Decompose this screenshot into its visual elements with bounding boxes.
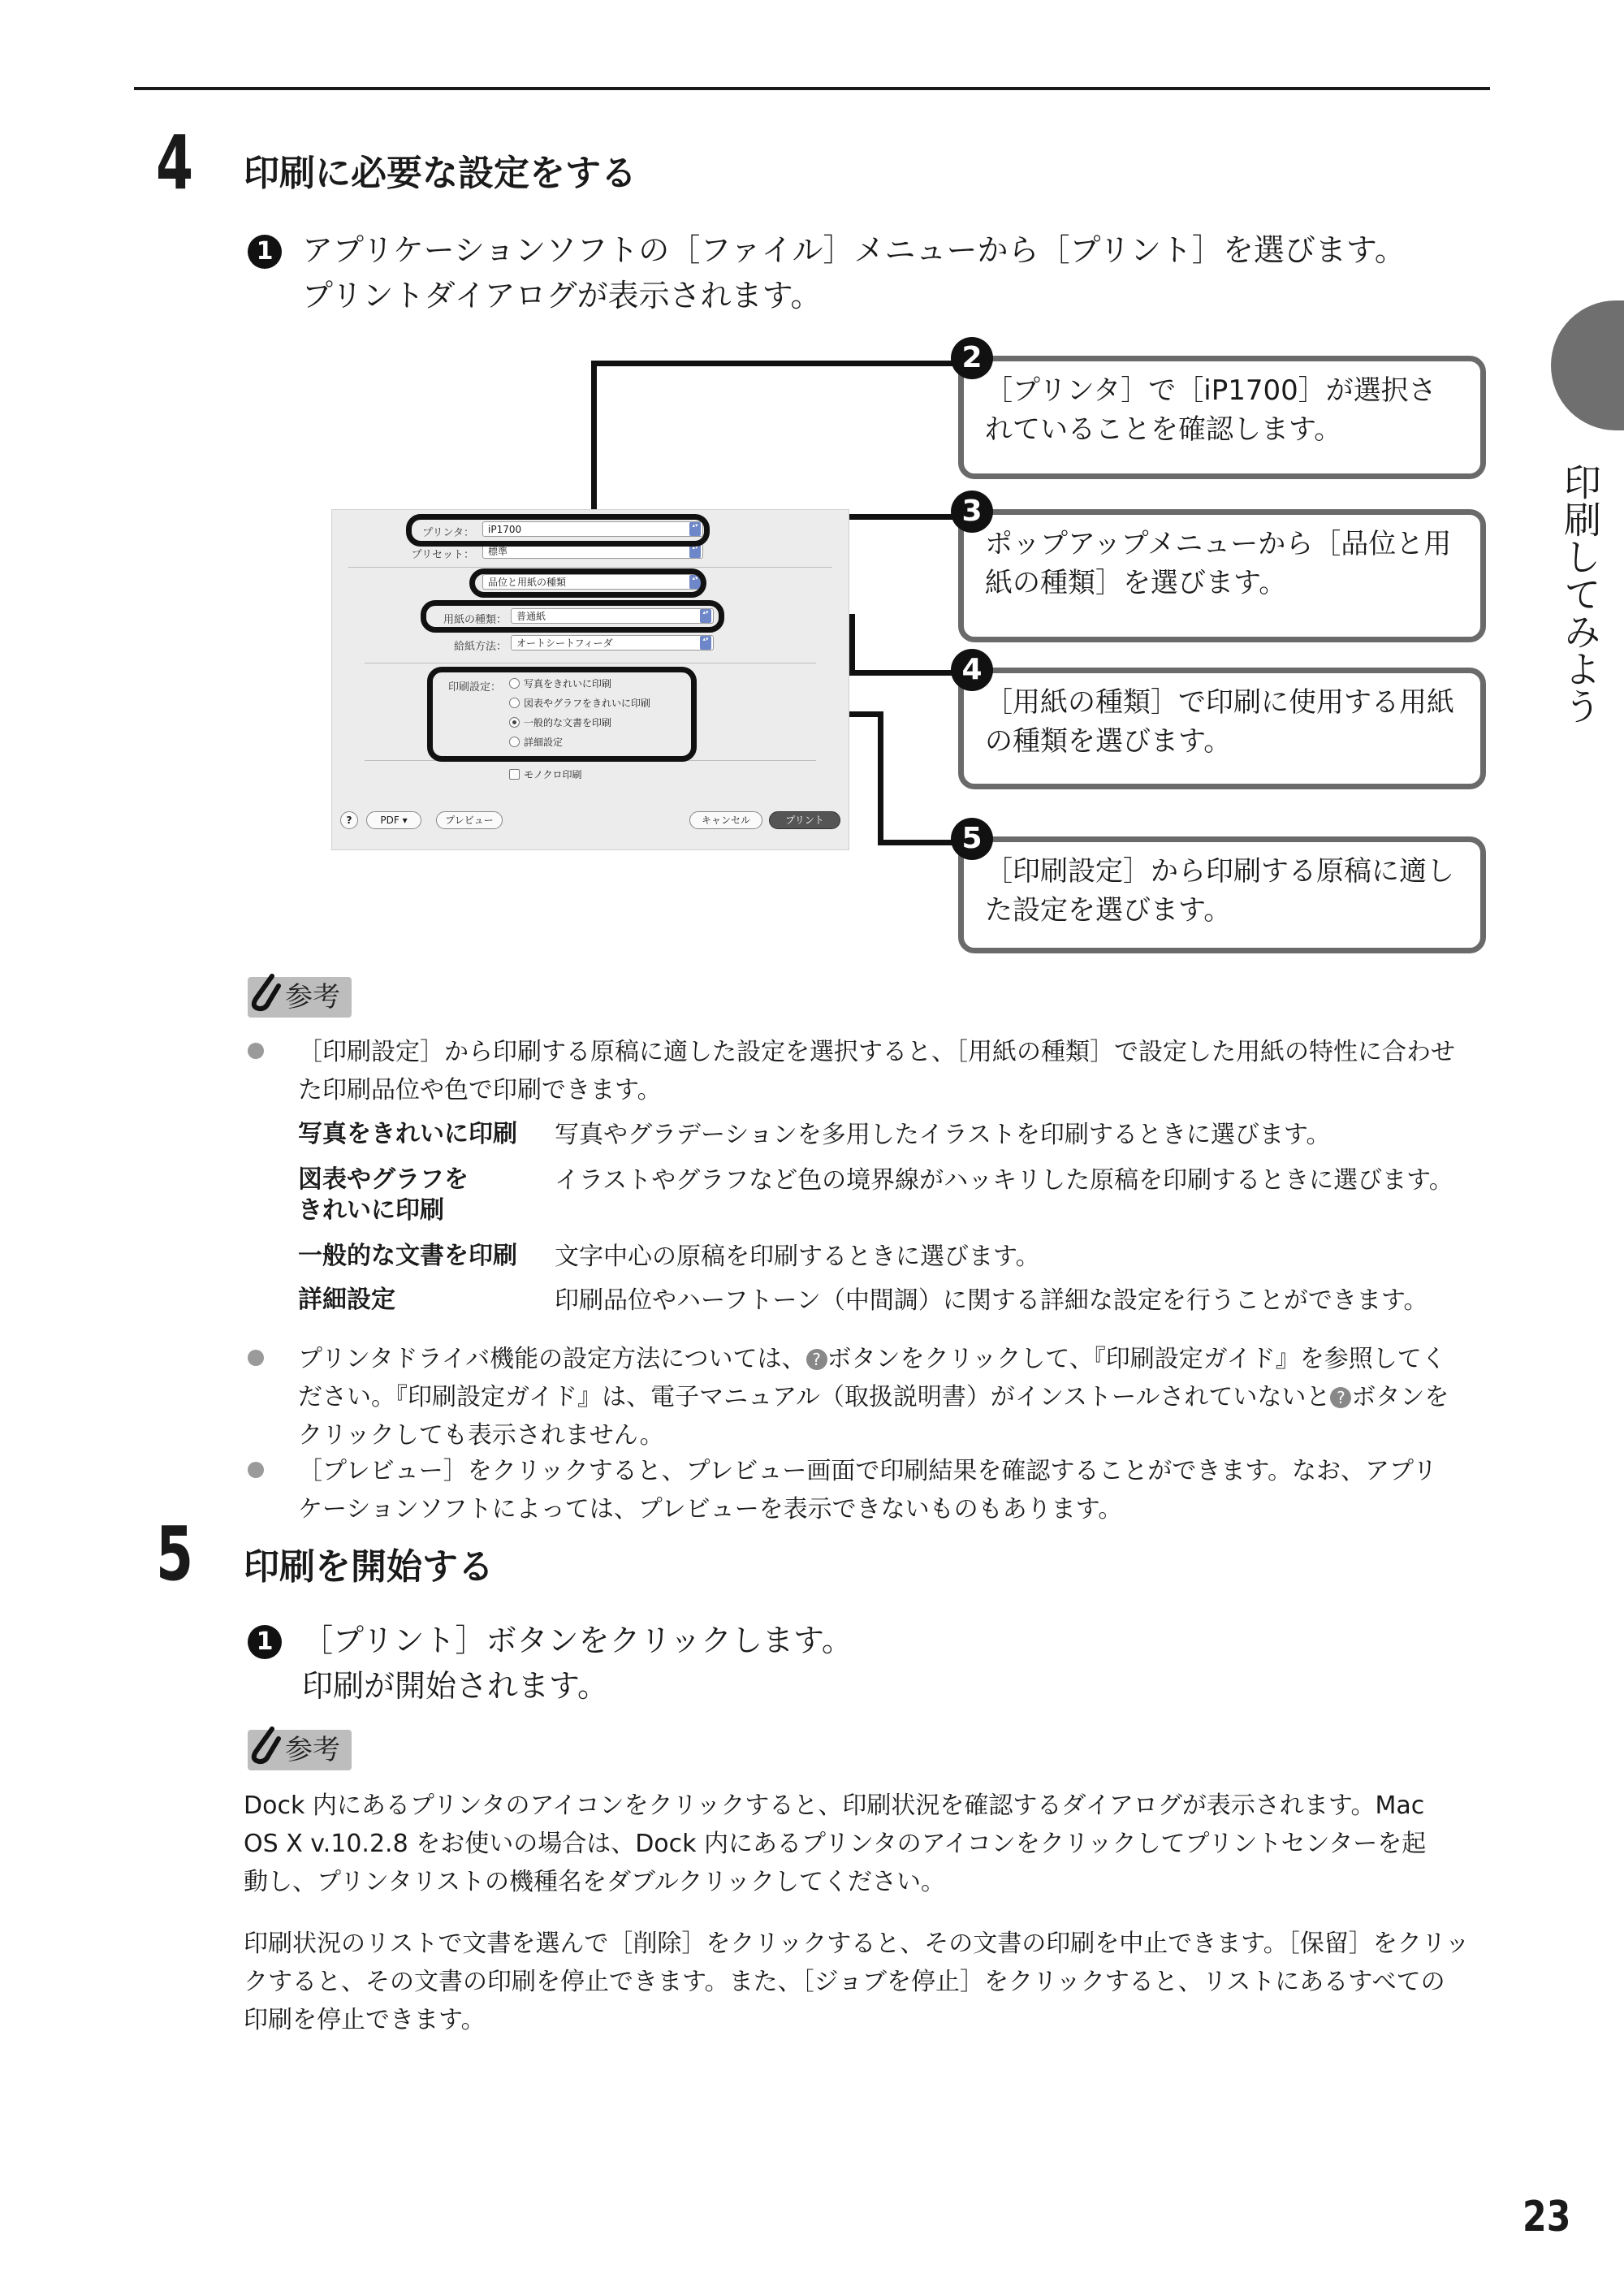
quality-label: 印刷設定： <box>447 681 501 694</box>
callout-line-1: ［印刷設定］から印刷する原稿に適し <box>985 855 1454 888</box>
step-title-4: 印刷に必要な設定をする <box>244 153 637 194</box>
text-line: OS X v.10.2.8 をお使いの場合は、Dock 内にあるプリンタのアイコンをクリックしてプリントセンターを起 <box>244 1830 1427 1858</box>
chapter-tab <box>1551 300 1624 430</box>
connector-line-5b <box>878 711 883 843</box>
ref2-paragraph-2 <box>244 1925 1470 2039</box>
feed-label: 給紙方法： <box>453 641 507 653</box>
callout-number: 5 <box>951 818 993 860</box>
desc-detail: 印刷品位やハーフトーン（中間調）に関する詳細な設定を行うことができます。 <box>555 1286 1428 1315</box>
term-document: 一般的な文書を印刷 <box>298 1242 517 1270</box>
highlight-quality <box>427 667 697 762</box>
text-line: Dock 内にあるプリンタのアイコンをクリックすると、印刷状況を確認するダイアログが表示されます。Mac <box>244 1791 1425 1820</box>
connector-line-2h <box>591 361 958 366</box>
feed-popup[interactable]: オートシートフィーダ ▴▾ <box>511 635 714 650</box>
desc-photo: 写真やグラデーションを多用したイラストを印刷するときに選びます。 <box>555 1121 1331 1149</box>
text-line: 印刷状況のリストで文書を選んで［削除］をクリックすると、その文書の印刷を中止できます。［保留］をクリッ <box>244 1930 1470 1958</box>
connector-line-4b <box>849 614 855 672</box>
text-line <box>298 1340 1496 1378</box>
bullet-dot <box>248 1350 264 1366</box>
highlight-printer <box>406 514 710 547</box>
pdf-button[interactable]: PDF ▾ <box>366 811 421 829</box>
step-number-4: 4 <box>156 119 194 206</box>
term-photo: 写真をきれいに印刷 <box>298 1120 517 1148</box>
mono-checkbox[interactable] <box>509 768 582 781</box>
callout-number: 4 <box>951 649 993 691</box>
printer-popup[interactable]: iP1700 ▴▾ <box>482 521 703 537</box>
term-chart <box>298 1165 469 1226</box>
text-line: ケーションソフトによっては、プレビューを表示できないものもあります。 <box>298 1495 1123 1524</box>
help-icon: ? <box>1330 1387 1351 1408</box>
callout-4 <box>958 653 1486 789</box>
callout-line-2: 紙の種類］を選びます。 <box>985 567 1287 599</box>
text-line: クリックしても表示されません。 <box>298 1421 664 1450</box>
sub-step-number: 1 <box>248 1625 282 1659</box>
text-line: ［印刷設定］から印刷する原稿に適した設定を選択すると、［用紙の種類］で設定した用紙の特性に合わせ <box>298 1038 1455 1066</box>
text-line: クすると、その文書の印刷を停止できます。また、［ジョブを停止］をクリックすると、リストにあるすべての <box>244 1968 1445 1996</box>
preview-button[interactable]: プレビュー <box>436 811 503 829</box>
callout-line-2: れていることを確認します。 <box>985 413 1342 446</box>
instruction-line-1: アプリケーションソフトの［ファイル］メニューから［プリント］を選びます。 <box>302 232 1406 268</box>
print-button[interactable]: プリント <box>769 811 840 829</box>
media-label: 用紙の種類： <box>443 614 507 626</box>
ref1-bullet3 <box>298 1452 1437 1528</box>
desc-document: 文字中心の原稿を印刷するときに選びます。 <box>555 1243 1040 1271</box>
top-rule <box>134 87 1490 90</box>
highlight-panel <box>469 568 706 598</box>
panel-popup[interactable]: 品位と用紙の種類 ▴▾ <box>482 574 703 590</box>
callout-line-2: の種類を選びます。 <box>985 725 1232 758</box>
callout-line-1: ［用紙の種類］で印刷に使用する用紙 <box>985 686 1454 719</box>
radio-label: 詳細設定 <box>524 737 564 748</box>
instruction-line-1: ［プリント］ボタンをクリックします。 <box>302 1623 853 1658</box>
ref1-bullet1 <box>298 1033 1455 1109</box>
instruction-line-2: 印刷が開始されます。 <box>302 1668 608 1704</box>
instruction-text <box>302 227 1406 318</box>
media-popup[interactable]: 普通紙 ▴▾ <box>511 608 714 624</box>
term-line: きれいに印刷 <box>298 1196 444 1225</box>
text-span: プリンタドライバ機能の設定方法については、 <box>298 1345 806 1373</box>
text-line: 印刷を停止できます。 <box>244 2006 486 2034</box>
printer-label: プリンタ： <box>422 527 474 539</box>
step-number-5: 5 <box>156 1511 194 1597</box>
term-line: 図表やグラフを <box>298 1165 469 1194</box>
radio-label: 写真をきれいに印刷 <box>524 678 612 689</box>
chapter-title: 印刷してみよう <box>1558 463 1602 724</box>
separator <box>348 567 832 568</box>
callout-line-2: た設定を選びます。 <box>985 894 1232 927</box>
desc-chart: イラストやグラフなど色の境界線がハッキリした原稿を印刷するときに選びます。 <box>555 1166 1453 1195</box>
paperclip-icon <box>248 1724 283 1766</box>
cancel-button[interactable]: キャンセル <box>689 811 762 829</box>
text-line: た印刷品位や色で印刷できます。 <box>298 1076 662 1104</box>
callout-2 <box>958 341 1486 479</box>
reference-label: 参考 <box>248 1730 352 1770</box>
mono-label: モノクロ印刷 <box>524 769 582 780</box>
callout-line-1: ポップアップメニューから［品位と用 <box>985 528 1452 560</box>
callout-number: 2 <box>951 337 993 379</box>
page-number: 23 <box>1522 2193 1570 2241</box>
ref1-bullet2 <box>298 1340 1496 1454</box>
callout-line-1: ［プリンタ］で［iP1700］が選択さ <box>985 374 1436 407</box>
instruction-line-2: プリントダイアログが表示されます。 <box>302 278 822 313</box>
bullet-dot <box>248 1043 264 1059</box>
text-line <box>298 1378 1496 1416</box>
term-detail: 詳細設定 <box>298 1286 395 1314</box>
step-title-5: 印刷を開始する <box>244 1546 494 1588</box>
help-icon: ? <box>806 1349 827 1370</box>
connector-line-4c <box>849 670 958 676</box>
connector-line-5c <box>878 840 958 845</box>
text-span: ボタンを <box>1351 1383 1449 1411</box>
instruction-text <box>302 1618 853 1709</box>
radio-label: 図表やグラフをきれいに印刷 <box>524 698 651 709</box>
reference-label: 参考 <box>248 977 352 1018</box>
preset-popup[interactable]: 標準 ▴▾ <box>482 543 703 559</box>
highlight-media <box>421 600 724 633</box>
help-button[interactable]: ? <box>340 811 358 829</box>
text-span: ボタンをクリックして、『印刷設定ガイド』を参照してく <box>827 1345 1446 1373</box>
bullet-dot <box>248 1462 264 1478</box>
text-line: 動し、プリンタリストの機種名をダブルクリックしてください。 <box>244 1868 945 1896</box>
preset-label: プリセット： <box>411 549 474 561</box>
radio-label: 一般的な文書を印刷 <box>524 717 612 728</box>
connector-line-2 <box>591 361 597 523</box>
callout-number: 3 <box>951 491 993 533</box>
text-span: ださい。『印刷設定ガイド』は、電子マニュアル（取扱説明書）がインストールされていないと <box>298 1383 1331 1411</box>
callout-5 <box>958 822 1486 953</box>
text-line: ［プレビュー］をクリックすると、プレビュー画面で印刷結果を確認することができます。なお、アプリ <box>298 1457 1437 1485</box>
sub-step-number: 1 <box>248 235 282 269</box>
paperclip-icon <box>248 971 283 1014</box>
ref2-paragraph-1 <box>244 1787 1426 1901</box>
callout-3 <box>958 495 1486 642</box>
